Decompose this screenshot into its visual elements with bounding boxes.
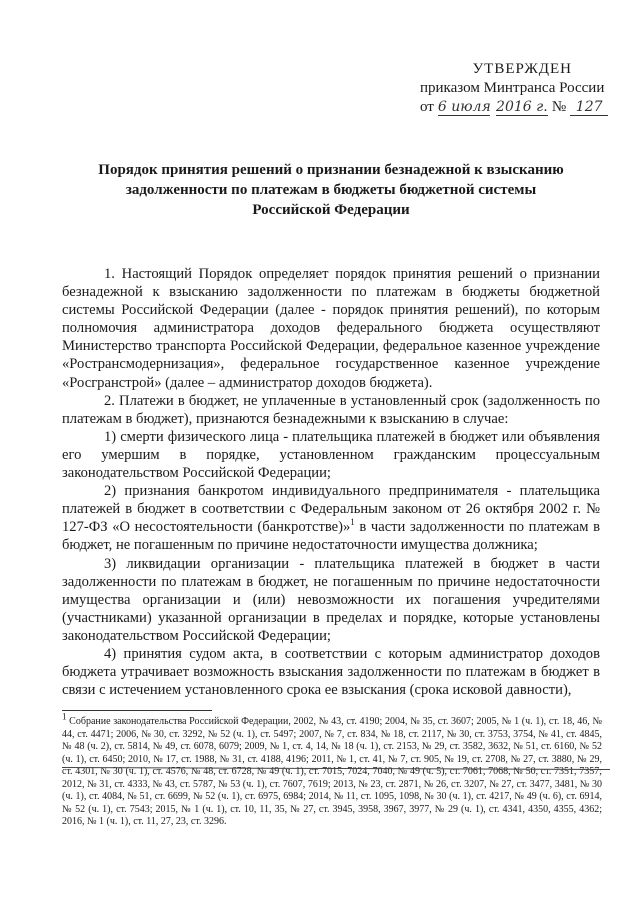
- approval-stamp: [420, 60, 610, 117]
- footnote-text-block: [62, 711, 602, 829]
- number-sign: №: [551, 99, 567, 115]
- paragraph-3: 1) смерти физического лица - плательщика платежей в бюджет или объявления его умершим в порядке, установленном гражданским процессуальным законодательством Российской Федерации;: [62, 428, 600, 482]
- handwritten-order-number: 127: [570, 99, 608, 116]
- footnote-text: Собрание законодательства Российской Федерации, 2002, № 43, ст. 4190; 2004, № 35, ст. 3607; 2005, № 1 (ч. 1), ст. 18, 46, № 44, ст. 4471; 2006, № 30, ст. 3292, № 52 (ч. 1), ст. 5497; 2007, № 7, ст. 834, № 18, ст. 2117, № 30, ст. 3753, 3754, № 41, ст. 4845, № 48 (ч. 2), ст. 5814, № 49, ст. 6078, 6079; 2009, № 1, ст. 4, 14, № 18 (ч. 1), ст. 2153, № 29, ст. 3582, 3632, № 51, ст. 6160, № 52 (ч. 1), ст. 6450; 2010, № 17, ст. 1988, № 31, ст. 4188, 4196; 2011, № 1, ст. 41, № 7, ст. 905, № 19, ст. 2708, № 27, ст. 3880, № 29, ст. 4301, № 30 (ч. 1), ст. 4576, № 48, ст. 6728, № 49 (ч. 1), ст. 7015, 7024, 7040, № 49 (ч. 5), ст. 7061, 7068, № 50, ст. 7351, 7357; 2012, № 31, ст. 4333, № 43, ст. 5787, № 53 (ч. 1), ст. 7607, 7619; 2013, № 23, ст. 2871, № 26, ст. 3207, № 27, ст. 3477, 3481, № 30 (ч. 1), ст. 4084, № 51, ст. 6699, № 52 (ч. 1), ст. 6975, 6984; 2014, № 11, ст. 1095, 1098, № 30 (ч. 1), ст. 4217, № 49 (ч. 6), ст. 6914, № 52 (ч. 1), ст. 7543; 2015, № 1 (ч. 1), ст. 10, 11, 35, № 27, ст. 3945, 3958, 3967, 3977, № 29 (ч. 1), ст. 4341, 4350, 4355, 4362; 2016, № 1 (ч. 1), ст. 11, 27, 23, ст. 3296.: [62, 716, 602, 827]
- handwritten-date-year: 2016 г.: [496, 99, 548, 115]
- footnote-marker: 1: [62, 711, 67, 722]
- footnote-reference: 1: [350, 517, 355, 528]
- approval-order-line: приказом Минтранса России: [420, 80, 605, 96]
- footnote-separator: [62, 710, 212, 711]
- approval-title: УТВЕРЖДЕН: [472, 61, 572, 77]
- footnote: [62, 711, 602, 829]
- approval-date-line: [420, 98, 610, 117]
- document-title: Порядок принятия решений о признании безнадежной к взысканию задолженности по платежам в бюджеты бюджетной системы Российской Федерации: [98, 162, 564, 218]
- paragraph-6: 4) принятия судом акта, в соответствии с которым администратор доходов бюджета утрачивает возможность взыскания задолженности по платежам в бюджет в связи с истечением установленного срока ее взыскания (срока исковой давности),: [62, 645, 600, 699]
- paragraph-4: [62, 482, 600, 554]
- paragraph-4-end: в части задолженности по платежам в бюджет, не погашенным по причине недостаточности имущества должника;: [62, 519, 600, 554]
- approval-from-label: от: [420, 99, 434, 115]
- handwritten-date-day: 6 июля: [437, 99, 491, 115]
- paragraph-5: 3) ликвидации организации - плательщика платежей в бюджет в части задолженности по платежам в бюджет, не погашенным по причине недостаточности имущества организации и (или) невозможности их погашения учредителями (участниками) указанной организации в пределах и порядке, которые установлены законодательством Российской Федерации;: [62, 555, 600, 644]
- paragraph-4-start: 2) признания банкротом индивидуального предпринимателя - плательщика платежей в бюджет в соответствии с Федеральным законом от 26 октября 2002 г. № 127-ФЗ «О несостоятельности (банкротстве)»: [62, 483, 600, 536]
- paragraph-2: 2. Платежи в бюджет, не уплаченные в установленный срок (задолженность по платежам в бюджет), признаются безнадежными к взысканию в случае:: [62, 392, 600, 427]
- document-body: [62, 265, 600, 699]
- paragraph-1: 1. Настоящий Порядок определяет порядок принятия решений о признании безнадежной к взысканию задолженности по платежам в бюджеты бюджетной системы Российской Федерации (далее - порядок принятия решений), по которым полномочия администратора доходов федерального бюджета осуществляют Министерство транспорта Российской Федерации, федеральное казенное учреждение «Ространсмодернизация», федеральное государственное казенное учреждение «Росгранстрой» (далее – администратор доходов бюджета).: [62, 266, 600, 391]
